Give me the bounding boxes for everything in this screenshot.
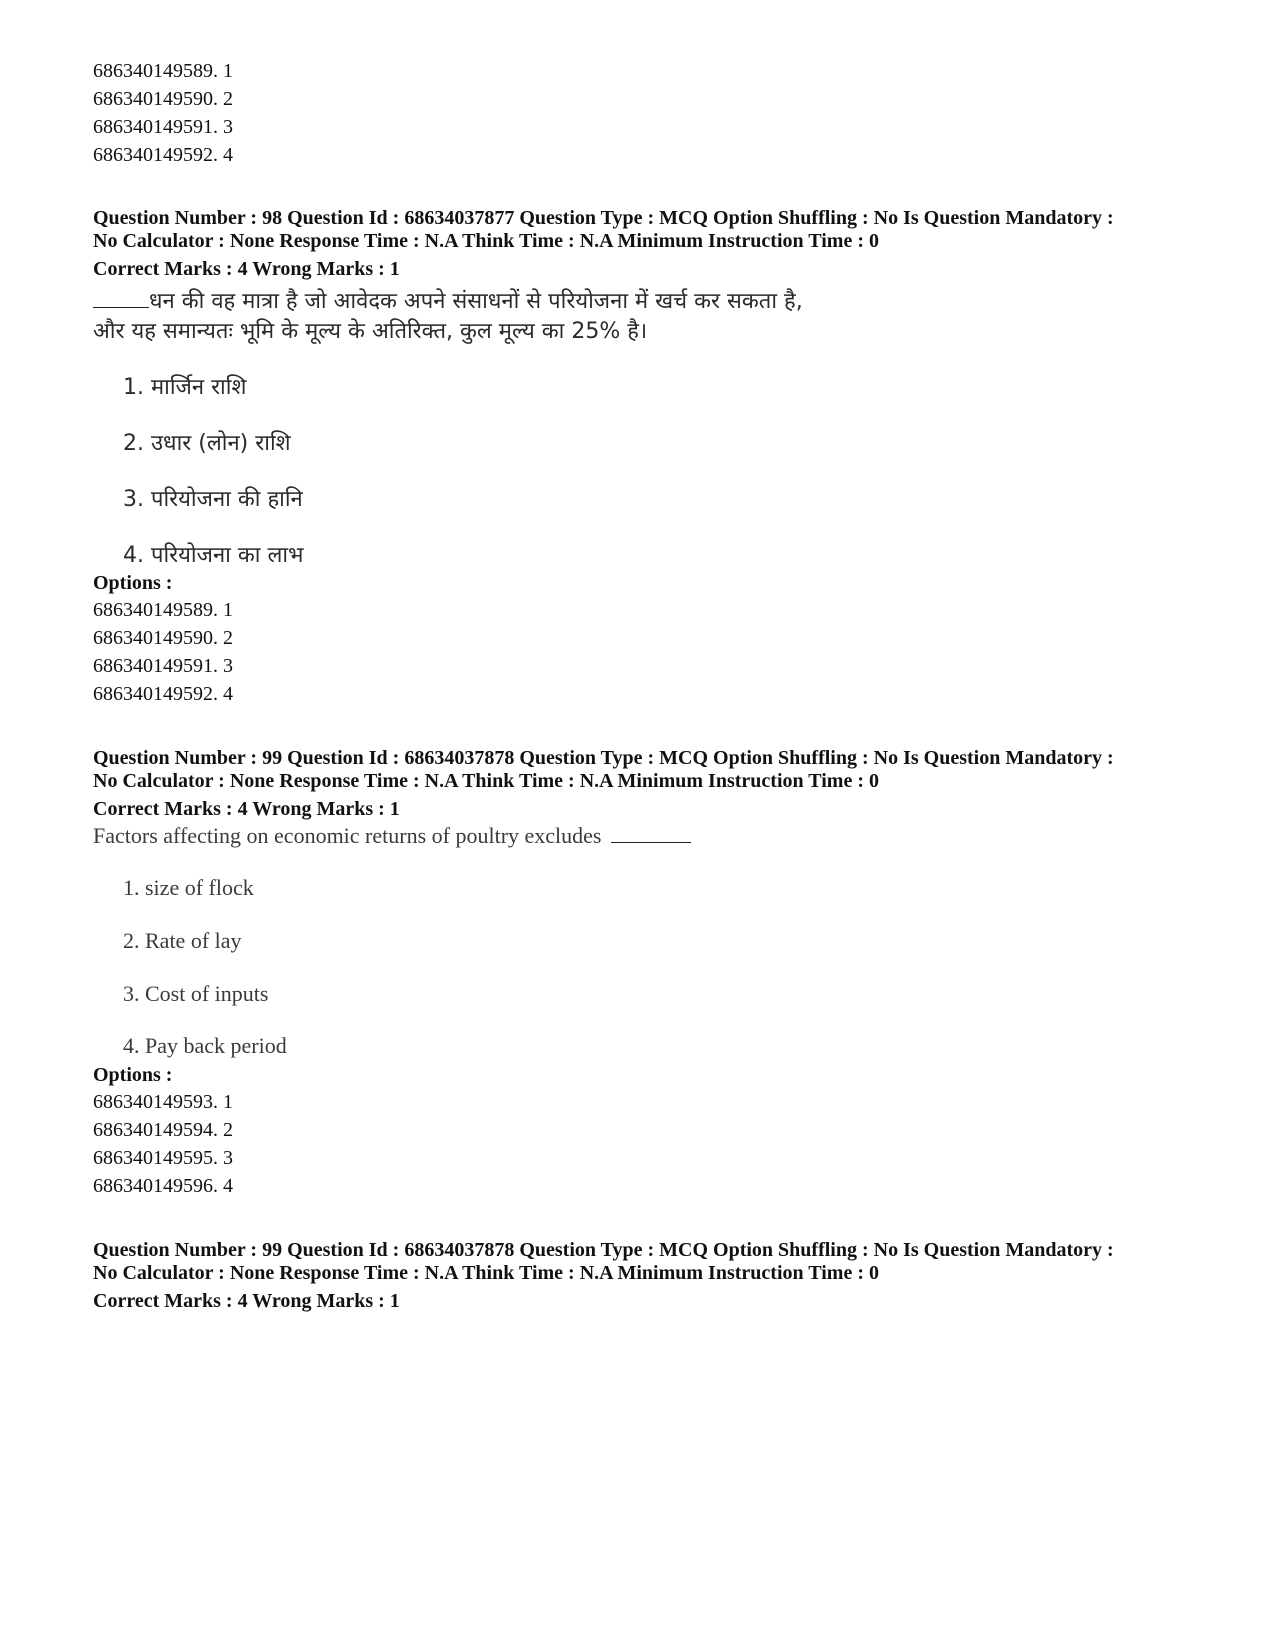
- option-id-line: 686340149591. 3: [93, 116, 233, 138]
- option-id-line: 686340149591. 3: [93, 655, 233, 677]
- question-98-text-line1: धन की वह मात्रा है जो आवेदक अपने संसाधनों से परियोजना में खर्च कर सकता है,: [93, 287, 803, 317]
- question-98-choice-4: 4. परियोजना का लाभ: [123, 543, 304, 568]
- question-98-header-line1: Question Number : 98 Question Id : 68634037877 Question Type : MCQ Option Shuffling : No Is Question Mandatory :: [93, 207, 1114, 229]
- option-id-line: 686340149590. 2: [93, 88, 233, 110]
- option-id-line: 686340149589. 1: [93, 60, 233, 82]
- question-98-options-label: Options :: [93, 572, 173, 594]
- question-98-header-line2: No Calculator : None Response Time : N.A Think Time : N.A Minimum Instruction Time : 0: [93, 230, 879, 252]
- option-id-line: 686340149593. 1: [93, 1091, 233, 1113]
- answer-blank: [93, 307, 149, 308]
- option-id-line: 686340149592. 4: [93, 144, 233, 166]
- option-id-line: 686340149589. 1: [93, 599, 233, 621]
- option-id-line: 686340149594. 2: [93, 1119, 233, 1141]
- question-98-text-line2: और यह समान्यतः भूमि के मूल्य के अतिरिक्त, कुल मूल्य का 25% है।: [93, 319, 648, 344]
- question-99-choice-4: 4. Pay back period: [123, 1033, 287, 1058]
- option-id-line: 686340149595. 3: [93, 1147, 233, 1169]
- option-id-line: 686340149592. 4: [93, 683, 233, 705]
- question-99-repeat-marks: Correct Marks : 4 Wrong Marks : 1: [93, 1290, 400, 1312]
- question-99-choice-3: 3. Cost of inputs: [123, 981, 269, 1006]
- question-98-choice-2: 2. उधार (लोन) राशि: [123, 431, 291, 456]
- question-98-marks: Correct Marks : 4 Wrong Marks : 1: [93, 258, 400, 280]
- question-99-repeat-header-line1: Question Number : 99 Question Id : 68634037878 Question Type : MCQ Option Shuffling : No Is Question Mandatory :: [93, 1239, 1114, 1261]
- question-98-choice-1: 1. मार्जिन राशि: [123, 375, 247, 400]
- option-id-line: 686340149590. 2: [93, 627, 233, 649]
- question-99-marks: Correct Marks : 4 Wrong Marks : 1: [93, 798, 400, 820]
- question-99-choice-2: 2. Rate of lay: [123, 928, 242, 953]
- option-id-line: 686340149596. 4: [93, 1175, 233, 1197]
- question-99-repeat-header-line2: No Calculator : None Response Time : N.A Think Time : N.A Minimum Instruction Time : 0: [93, 1262, 879, 1284]
- answer-blank: [611, 842, 691, 843]
- question-99-header-line2: No Calculator : None Response Time : N.A Think Time : N.A Minimum Instruction Time : 0: [93, 770, 879, 792]
- question-99-header-line1: Question Number : 99 Question Id : 68634037878 Question Type : MCQ Option Shuffling : No Is Question Mandatory :: [93, 747, 1114, 769]
- question-99-options-label: Options :: [93, 1064, 173, 1086]
- question-98-choice-3: 3. परियोजना की हानि: [123, 487, 303, 512]
- question-99-text: Factors affecting on economic returns of poultry excludes: [93, 822, 691, 850]
- question-99-choice-1: 1. size of flock: [123, 875, 254, 900]
